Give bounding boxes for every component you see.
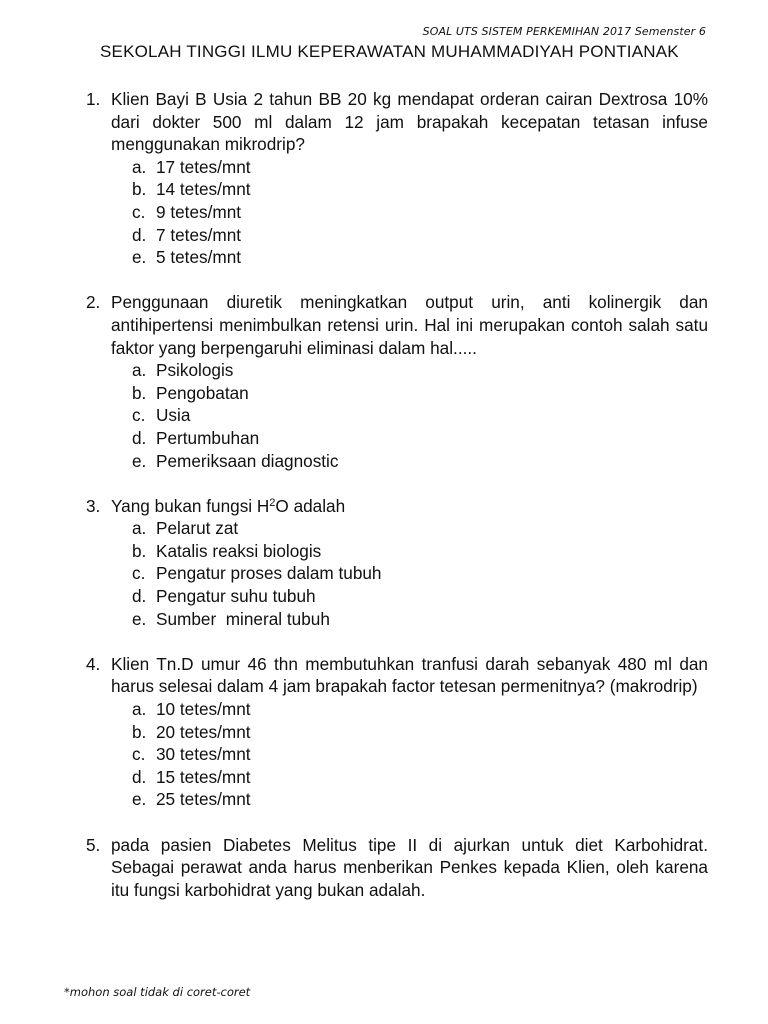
- question-1: [86, 88, 708, 269]
- option-e: [132, 608, 708, 631]
- option-list: [132, 698, 708, 811]
- option-text: Psikologis: [156, 360, 234, 381]
- question-text: Penggunaan diuretik meningkatkan output urin, anti kolinergik dan antihipertensi menimbulkan retensi urin. Hal ini merupakan contoh salah satu faktor yang berpengaruhi eliminasi dalam hal.....: [111, 292, 708, 358]
- option-letter: a.: [132, 699, 147, 720]
- option-letter: b.: [132, 179, 147, 200]
- option-text: 14 tetes/mnt: [156, 179, 251, 200]
- option-d: [132, 427, 708, 450]
- option-text: 10 tetes/mnt: [156, 699, 251, 720]
- option-text: Pengatur suhu tubuh: [156, 586, 316, 607]
- option-b: [132, 178, 708, 201]
- question-number: 4.: [86, 653, 101, 674]
- option-letter: d.: [132, 766, 147, 787]
- institution-title: SEKOLAH TINGGI ILMU KEPERAWATAN MUHAMMADIYAH PONTIANAK: [100, 42, 679, 61]
- option-text: 25 tetes/mnt: [156, 789, 251, 810]
- option-letter: c.: [132, 744, 146, 765]
- option-letter: e.: [132, 789, 147, 810]
- option-letter: a.: [132, 156, 147, 177]
- option-list: [132, 156, 708, 269]
- option-text: Sumber mineral tubuh: [156, 608, 330, 629]
- option-c: [132, 404, 708, 427]
- option-a: [132, 359, 708, 382]
- option-letter: b.: [132, 382, 147, 403]
- question-4: [86, 653, 708, 811]
- superscript-2: 2: [269, 496, 276, 509]
- question-list: [86, 88, 708, 924]
- option-text: Pengatur proses dalam tubuh: [156, 563, 382, 584]
- option-text: 20 tetes/mnt: [156, 721, 251, 742]
- option-c: [132, 201, 708, 224]
- option-letter: d.: [132, 427, 147, 448]
- question-number: 1.: [86, 89, 101, 109]
- option-text: 9 tetes/mnt: [156, 201, 242, 222]
- option-b: [132, 721, 708, 744]
- option-b: [132, 540, 708, 563]
- option-text: Pengobatan: [156, 382, 249, 403]
- option-letter: c.: [132, 405, 146, 426]
- option-a: [132, 156, 708, 179]
- option-text: Pertumbuhan: [156, 427, 260, 448]
- question-text: pada pasien Diabetes Melitus tipe II di ajurkan untuk diet Karbohidrat. Sebagai perawat anda harus menberikan Penkes kepada Klien, oleh karena itu fungsi karbohidrat yang bukan adalah.: [111, 834, 708, 900]
- option-b: [132, 382, 708, 405]
- question-number: 2.: [86, 292, 101, 313]
- option-letter: c.: [132, 201, 146, 222]
- option-letter: d.: [132, 224, 147, 245]
- question-2: [86, 291, 708, 472]
- option-text: 17 tetes/mnt: [156, 156, 251, 177]
- option-text: 5 tetes/mnt: [156, 247, 242, 268]
- option-d: [132, 224, 708, 247]
- option-letter: e.: [132, 247, 147, 268]
- option-list: [132, 517, 708, 630]
- option-letter: c.: [132, 563, 146, 584]
- option-a: [132, 517, 708, 540]
- option-text: Pelarut zat: [156, 518, 239, 539]
- option-letter: a.: [132, 360, 147, 381]
- option-letter: a.: [132, 518, 147, 539]
- option-text: Pemeriksaan diagnostic: [156, 450, 339, 471]
- option-d: [132, 585, 708, 608]
- exam-subtitle: SOAL UTS SISTEM PERKEMIHAN 2017 Semenster 6: [422, 25, 706, 38]
- option-text: 30 tetes/mnt: [156, 744, 251, 765]
- question-number: 3.: [86, 495, 101, 516]
- question-text-part: Yang bukan fungsi H: [111, 495, 270, 516]
- option-text: Usia: [156, 405, 191, 426]
- option-a: [132, 698, 708, 721]
- option-letter: e.: [132, 450, 147, 471]
- option-list: [132, 359, 708, 472]
- footer-note: *mohon soal tidak di coret-coret: [64, 985, 251, 999]
- question-3: [86, 495, 708, 631]
- option-text: 7 tetes/mnt: [156, 224, 242, 245]
- question-5: [86, 834, 708, 902]
- question-text: Klien Tn.D umur 46 thn membutuhkan tranfusi darah sebanyak 480 ml dan harus selesai dalam 4 jam brapakah factor tetesan permenitnya? (makrodrip): [111, 653, 708, 697]
- question-number: 5.: [86, 834, 101, 855]
- option-text: Katalis reaksi biologis: [156, 540, 322, 561]
- option-c: [132, 562, 708, 585]
- question-text: [111, 495, 708, 518]
- option-letter: b.: [132, 721, 147, 742]
- option-c: [132, 743, 708, 766]
- option-letter: e.: [132, 608, 147, 629]
- option-d: [132, 766, 708, 789]
- option-e: [132, 788, 708, 811]
- question-text-part: O adalah: [275, 495, 346, 516]
- option-letter: d.: [132, 586, 147, 607]
- option-letter: b.: [132, 540, 147, 561]
- question-text: Klien Bayi B Usia 2 tahun BB 20 kg mendapat orderan cairan Dextrosa 10% dari dokter 500 ml dalam 12 jam brapakah kecepatan tetasan infuse menggunakan mikrodrip?: [111, 89, 708, 155]
- option-text: 15 tetes/mnt: [156, 766, 251, 787]
- option-e: [132, 246, 708, 269]
- option-e: [132, 450, 708, 473]
